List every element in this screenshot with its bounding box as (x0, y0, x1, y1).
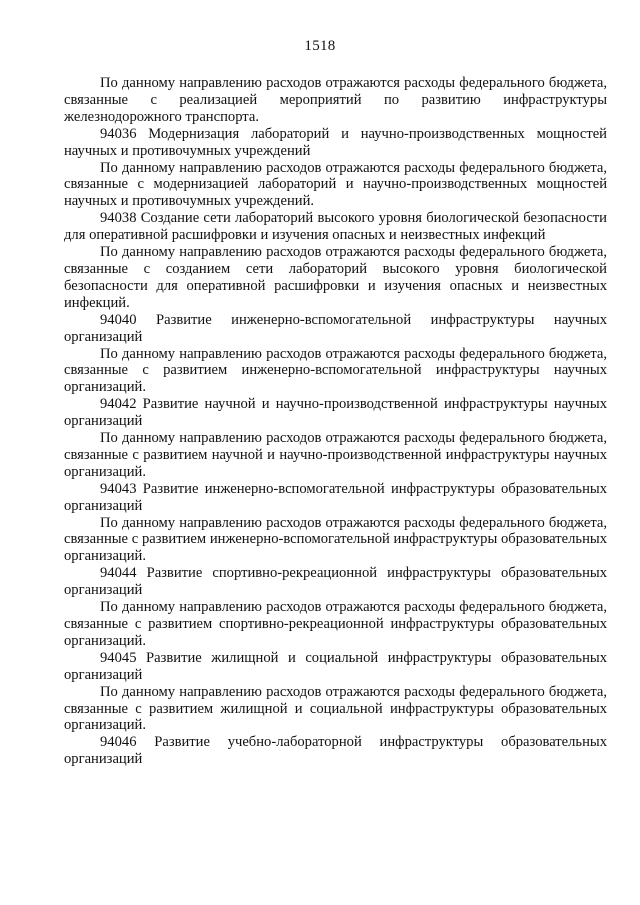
paragraph-description: По данному направлению расходов отражаются расходы федерального бюджета, связанные с созданием сети лабораторий высокого уровня биологической безопасности для оперативной расшифровки и изучения опасных и неизвестных инфекций. (64, 244, 607, 311)
paragraph-description: По данному направлению расходов отражаются расходы федерального бюджета, связанные с развитием жилищной и социальной инфраструктуры образовательных организаций. (64, 683, 607, 734)
paragraph-description: По данному направлению расходов отражаются расходы федерального бюджета, связанные с развитием инженерно-вспомогательной инфраструктуры образовательных организаций. (64, 514, 607, 565)
document-body (64, 75, 607, 768)
paragraph-code-heading: 94045 Развитие жилищной и социальной инфраструктуры образовательных организаций (64, 649, 607, 683)
paragraph-code-heading: 94044 Развитие спортивно-рекреационной инфраструктуры образовательных организаций (64, 565, 607, 599)
paragraph-code-heading: 94038 Создание сети лабораторий высокого уровня биологической безопасности для оперативной расшифровки и изучения опасных и неизвестных инфекций (64, 210, 607, 244)
page-number: 1518 (304, 38, 336, 54)
paragraph-code-heading: 94036 Модернизация лабораторий и научно-производственных мощностей научных и противочумных учреждений (64, 125, 607, 159)
paragraph-code-heading: 94040 Развитие инженерно-вспомогательной инфраструктуры научных организаций (64, 311, 607, 345)
paragraph-code-heading: 94046 Развитие учебно-лабораторной инфраструктуры образовательных организаций (64, 734, 607, 768)
paragraph-description: По данному направлению расходов отражаются расходы федерального бюджета, связанные с развитием научной и научно-производственной инфраструктуры научных организаций. (64, 430, 607, 480)
paragraph-code-heading: 94042 Развитие научной и научно-производственной инфраструктуры научных организаций (64, 396, 607, 430)
paragraph-description: По данному направлению расходов отражаются расходы федерального бюджета, связанные с развитием спортивно-рекреационной инфраструктуры образовательных организаций. (64, 599, 607, 649)
paragraph-code-heading: 94043 Развитие инженерно-вспомогательной инфраструктуры образовательных организаций (64, 480, 607, 514)
paragraph-description: По данному направлению расходов отражаются расходы федерального бюджета, связанные с развитием инженерно-вспомогательной инфраструктуры научных организаций. (64, 345, 607, 396)
paragraph-description: По данному направлению расходов отражаются расходы федерального бюджета, связанные с модернизацией лабораторий и научно-производственных мощностей научных и противочумных учреждений. (64, 159, 607, 210)
paragraph-description: По данному направлению расходов отражаются расходы федерального бюджета, связанные с реализацией мероприятий по развитию инфраструктуры железнодорожного транспорта. (64, 75, 607, 125)
